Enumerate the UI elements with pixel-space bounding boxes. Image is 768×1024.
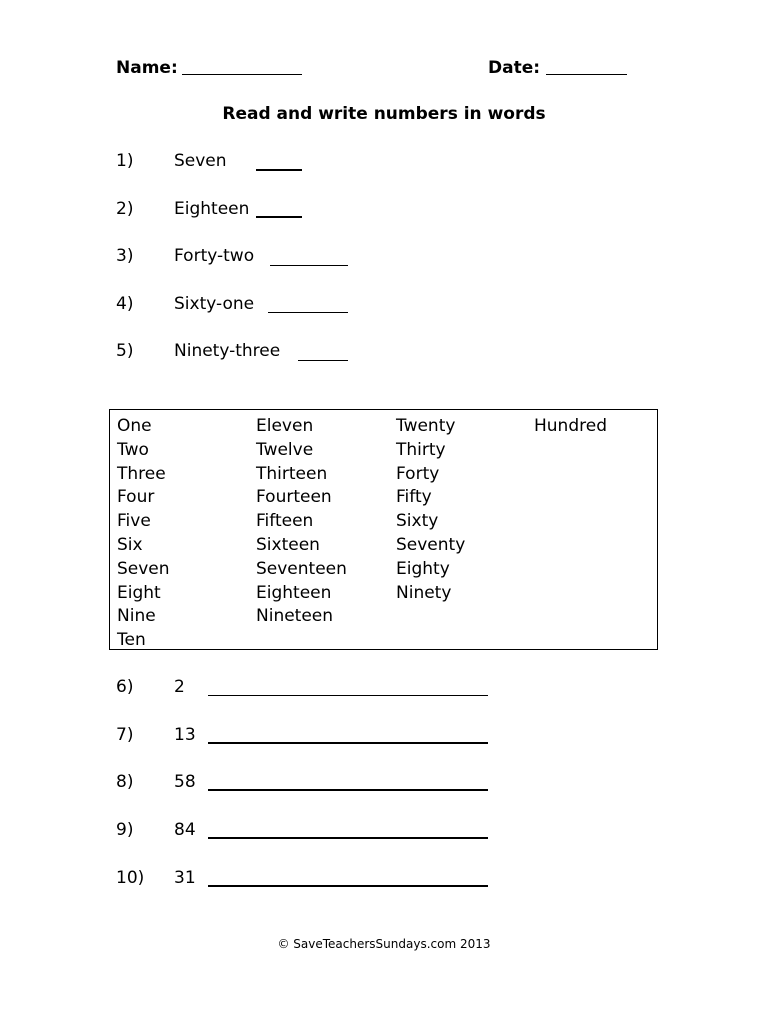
word-bank-word: Three (117, 463, 166, 484)
word-bank-word: Four (117, 487, 155, 508)
answer-blank[interactable] (268, 312, 348, 313)
word-bank-word: Ninety (396, 582, 452, 603)
word-bank-word: Eleven (256, 416, 314, 436)
word-bank-word: Two (117, 439, 149, 460)
name-label: Name: (116, 58, 178, 78)
word-bank-column-ones (117, 415, 170, 653)
question-number: 2) (116, 199, 134, 219)
word-bank-word: Five (117, 511, 151, 532)
word-bank-word: Six (117, 534, 143, 555)
question-word: Sixty-one (174, 294, 255, 314)
answer-blank[interactable] (208, 695, 488, 696)
word-bank-word: Sixteen (256, 534, 320, 555)
word-bank-word: Eight (117, 582, 161, 603)
word-bank-word: Seventy (396, 534, 466, 555)
question-number: 6) (116, 677, 134, 697)
word-bank-word: Nine (117, 606, 156, 627)
worksheet-title: Read and write numbers in words (222, 104, 546, 124)
word-bank-word: Ten (117, 630, 146, 651)
question-word: Eighteen (174, 199, 250, 219)
date-label: Date: (488, 58, 541, 78)
question-value: 31 (174, 868, 196, 888)
word-bank-word: Eighty (396, 558, 450, 579)
answer-blank[interactable] (298, 360, 348, 361)
question-value: 58 (174, 772, 196, 792)
question-number: 7) (116, 725, 134, 745)
answer-blank[interactable] (208, 837, 488, 839)
question-number: 1) (116, 151, 134, 171)
question-value: 2 (174, 677, 185, 697)
word-bank-word: Twenty (396, 416, 456, 436)
word-bank-word: Thirteen (256, 463, 328, 484)
word-bank-word: Seventeen (256, 558, 347, 579)
word-bank-word: Forty (396, 463, 440, 484)
word-bank-word: Eighteen (256, 582, 332, 603)
question-number: 3) (116, 246, 134, 266)
question-number: 5) (116, 341, 134, 361)
answer-blank[interactable] (208, 885, 488, 887)
word-bank-word: Hundred (534, 416, 607, 436)
question-number: 10) (116, 868, 145, 888)
word-bank-word: Fifty (396, 487, 432, 508)
word-bank-word: Twelve (256, 439, 314, 460)
word-bank-column-teens (256, 415, 347, 629)
word-bank-word: Nineteen (256, 606, 334, 627)
question-value: 13 (174, 725, 196, 745)
word-bank-column-tens (396, 415, 465, 605)
answer-blank[interactable] (208, 742, 488, 744)
date-blank[interactable] (546, 74, 627, 75)
answer-blank[interactable] (256, 169, 302, 171)
question-number: 4) (116, 294, 134, 314)
word-bank-word: Seven (117, 558, 170, 579)
word-bank-box (109, 409, 658, 650)
question-word: Ninety-three (174, 341, 281, 361)
word-bank-word: One (117, 416, 152, 436)
question-number: 9) (116, 820, 134, 840)
question-word: Forty-two (174, 246, 255, 266)
word-bank-word: Sixty (396, 511, 439, 532)
answer-blank[interactable] (208, 789, 488, 791)
copyright-footer: © SaveTeachersSundays.com 2013 (277, 937, 491, 951)
question-word: Seven (174, 151, 227, 171)
word-bank-word: Fifteen (256, 511, 314, 532)
word-bank-word: Thirty (396, 439, 446, 460)
name-blank[interactable] (182, 74, 302, 75)
word-bank-word: Fourteen (256, 487, 332, 508)
answer-blank[interactable] (270, 265, 348, 266)
word-bank-column-hundred (534, 415, 607, 439)
question-number: 8) (116, 772, 134, 792)
answer-blank[interactable] (256, 216, 302, 218)
question-value: 84 (174, 820, 196, 840)
